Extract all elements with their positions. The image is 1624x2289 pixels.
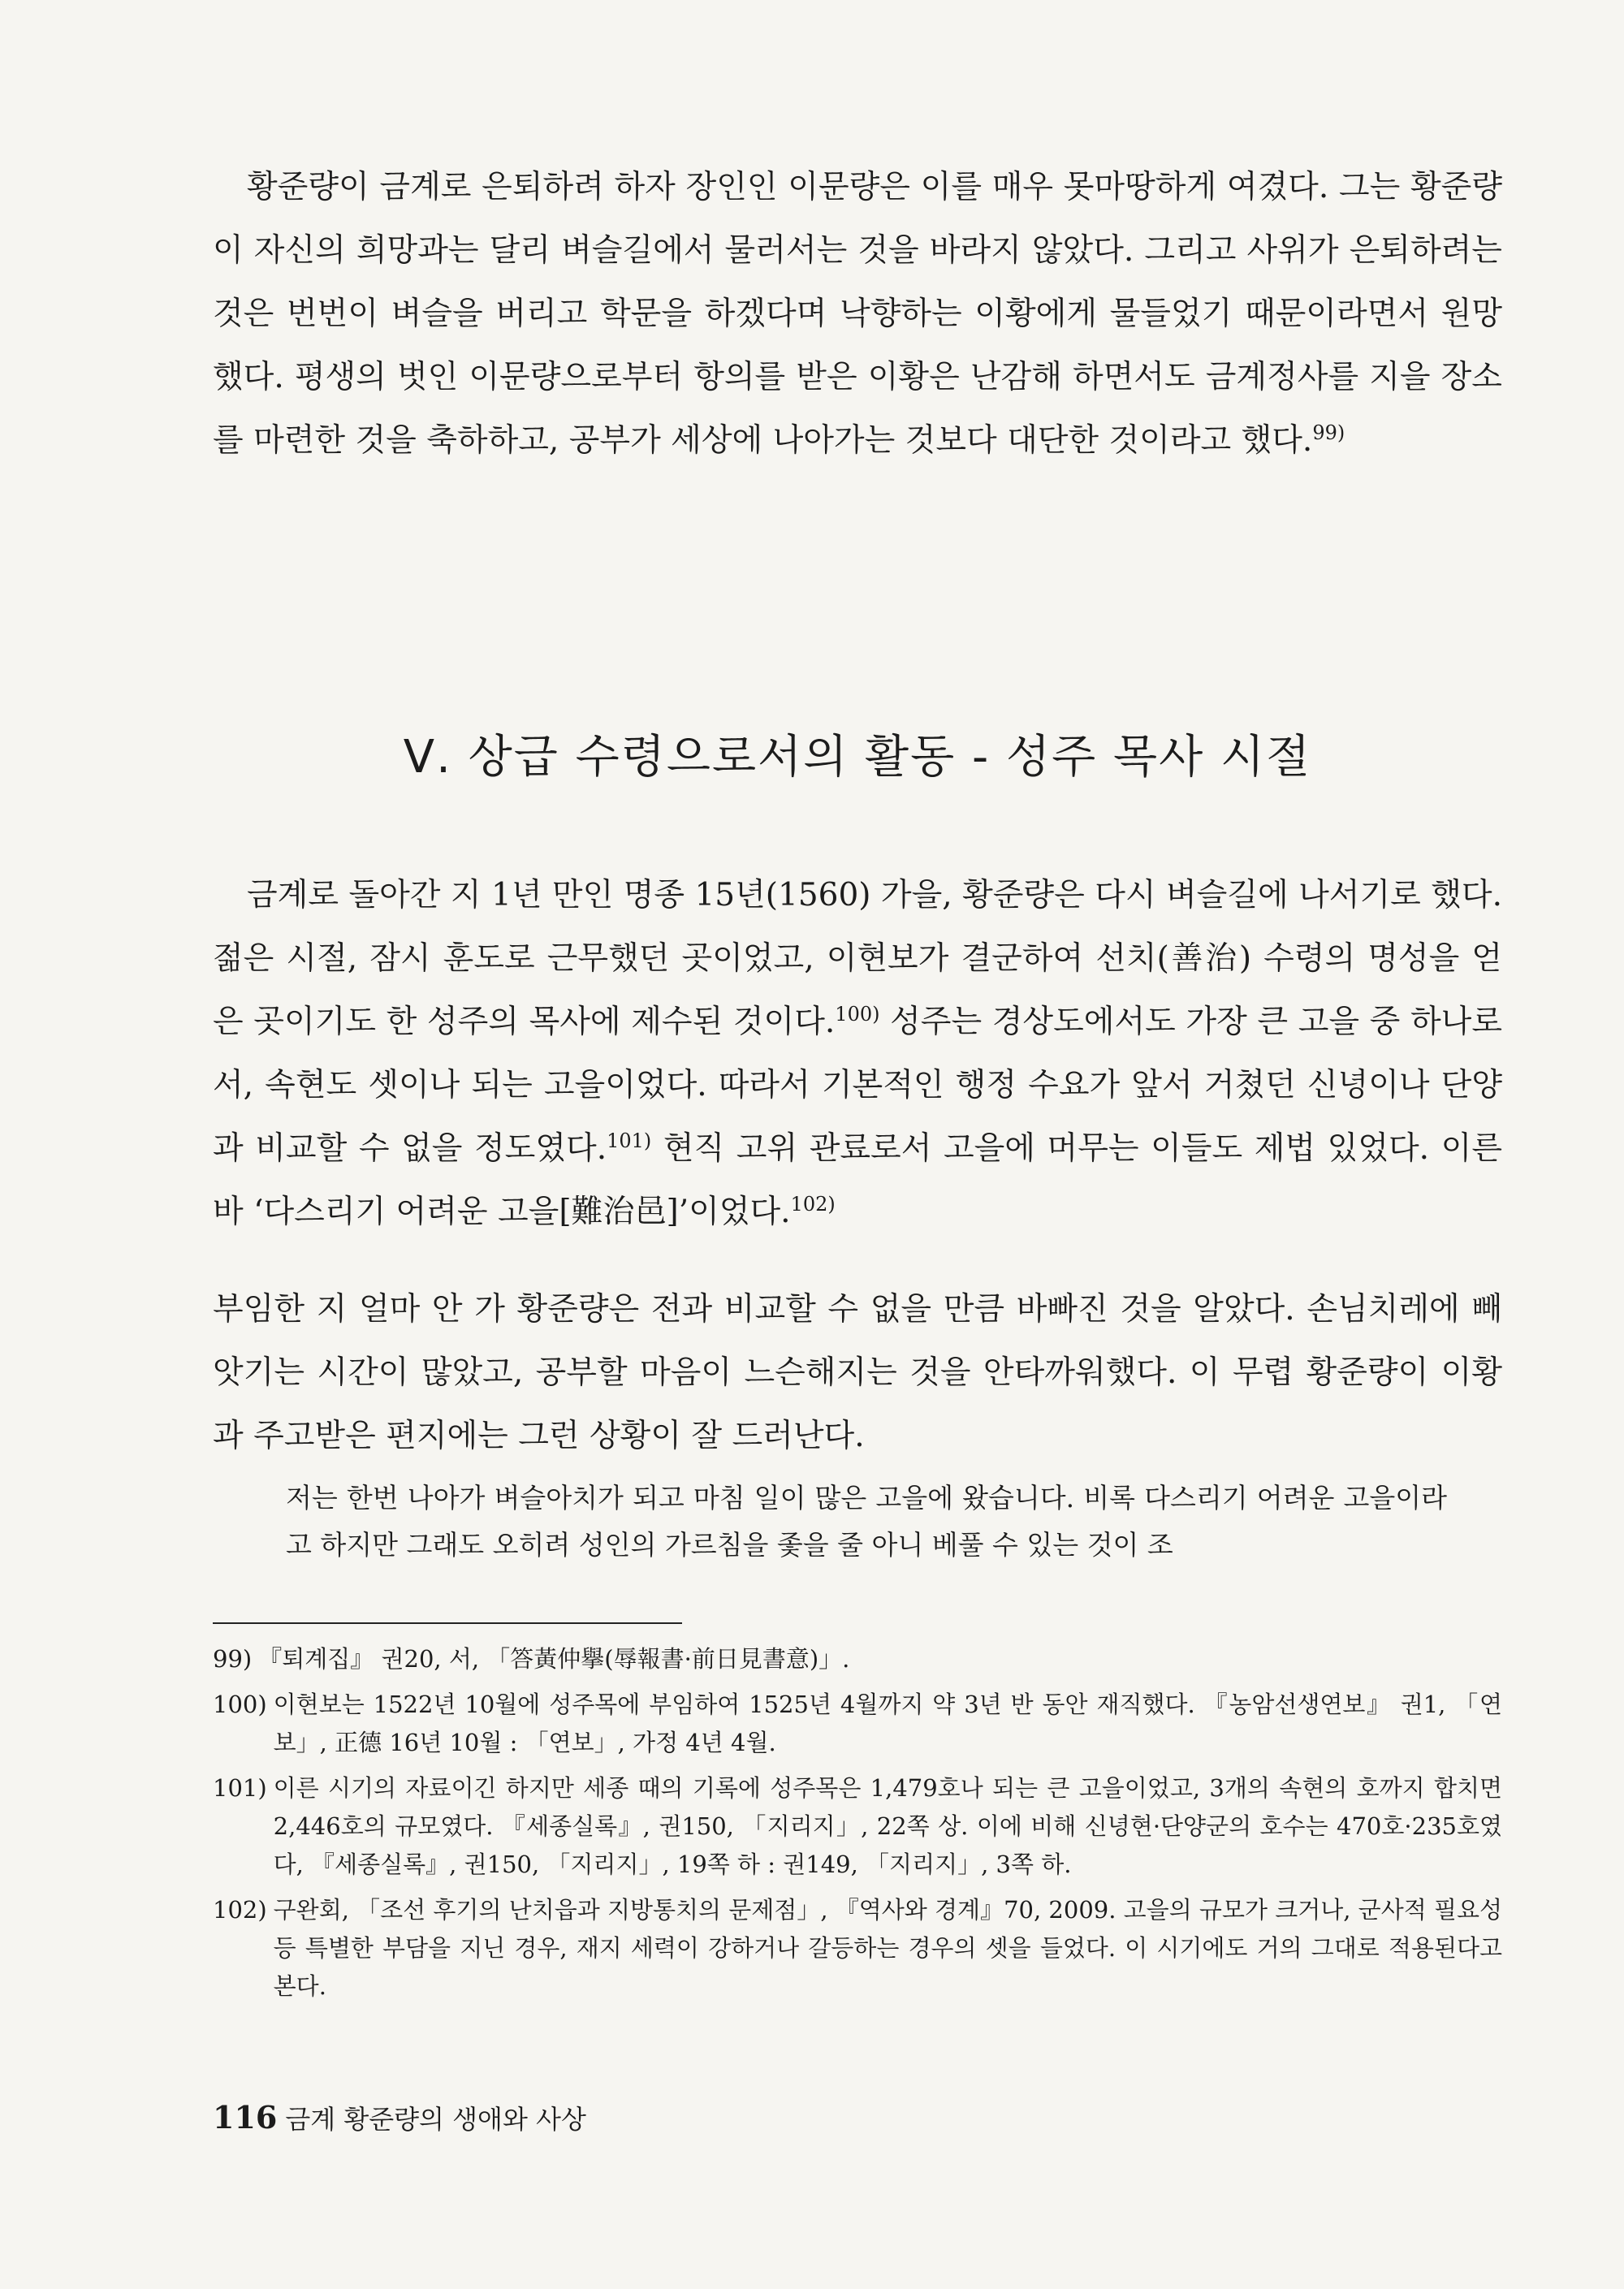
main-paragraph-part2: 성주는 경상도에서도 가장 큰 고을 중 하나로서, 속현도 셋이나 되는 고을이었다. 따라서 기본적인 행정 수요가 앞서 거쳤던 신녕이나 단양과 비교할 수 없을 정도였다.: [213, 1004, 1502, 1167]
main-paragraph: [213, 864, 1502, 1244]
main-paragraph-part1: 금계로 돌아간 지 1년 만인 명종 15년(1560) 가을, 황준량은 다시 벼슬길에 나서기로 했다. 젊은 시절, 잠시 훈도로 근무했던 곳이었고, 이현보가 결군하여 선치(善治) 수령의 명성을 얻은 곳이기도 한 성주의 목사에 제수된 것이다.: [213, 877, 1502, 1040]
section-heading: Ⅴ. 상급 수령으로서의 활동 - 성주 목사 시절: [403, 731, 1312, 784]
running-title: 금계 황준량의 생애와 사상: [285, 2104, 586, 2135]
footnote-100: [213, 1686, 1502, 1762]
footnotes: [213, 1640, 1502, 2013]
second-paragraph-text: 부임한 지 얼마 안 가 황준량은 전과 비교할 수 없을 만큼 바빠진 것을 알았다. 손님치레에 빼앗기는 시간이 많았고, 공부할 마음이 느슨해지는 것을 안타까워했다. 이 무렵 황준량이 이황과 주고받은 편지에는 그런 상황이 잘 드러난다.: [213, 1291, 1502, 1454]
block-quote-text: 저는 한번 나아가 벼슬아치가 되고 마침 일이 많은 고을에 왔습니다. 비록 다스리기 어려운 고을이라고 하지만 그래도 오히려 성인의 가르침을 좇을 줄 아니 베풀 수 있는 것이 조: [286, 1482, 1447, 1561]
footnote-number: 100): [213, 1691, 267, 1718]
footnote-ref-102[interactable]: 102): [790, 1193, 836, 1216]
intro-paragraph: [213, 156, 1502, 473]
page-footer: [213, 2101, 586, 2136]
footnote-number: 101): [213, 1774, 267, 1802]
footnote-99: [213, 1640, 1502, 1678]
main-paragraph-part3: 현직 고위 관료로서 고을에 머무는 이들도 제법 있었다. 이른바 ‘다스리기 어려운 고을[難治邑]’이었다.: [213, 1130, 1502, 1230]
intro-paragraph-text: 황준량이 금계로 은퇴하려 하자 장인인 이문량은 이를 매우 못마땅하게 여겼다. 그는 황준량이 자신의 희망과는 달리 벼슬길에서 물러서는 것을 바라지 않았다. 그리고 사위가 은퇴하려는 것은 번번이 벼슬을 버리고 학문을 하겠다며 낙향하는 이황에게 물들었기 때문이라면서 원망했다. 평생의 벗인 이문량으로부터 항의를 받은 이황은 난감해 하면서도 금계정사를 지을 장소를 마련한 것을 축하하고, 공부가 세상에 나아가는 것보다 대단한 것이라고 했다.: [213, 169, 1502, 459]
footnote-divider: [213, 1622, 682, 1624]
footnote-text: 이현보는 1522년 10월에 성주목에 부임하여 1525년 4월까지 약 3년 반 동안 재직했다. 『농암선생연보』 권1, 「연보」, 正德 16년 10월 : 「연보」, 가정 4년 4월.: [273, 1691, 1502, 1756]
footnote-number: 102): [213, 1896, 267, 1924]
footnote-ref-101[interactable]: 101): [607, 1129, 652, 1152]
footnote-ref-99[interactable]: 99): [1312, 421, 1345, 444]
footnote-101: [213, 1769, 1502, 1884]
footnote-number: 99): [213, 1645, 253, 1673]
footnote-102: [213, 1891, 1502, 2006]
footnote-text: 구완회, 「조선 후기의 난치읍과 지방통치의 문제점」, 『역사와 경계』70, 2009. 고을의 규모가 크거나, 군사적 필요성 등 특별한 부담을 지닌 경우, 재지 세력이 강하거나 갈등하는 경우의 셋을 들었다. 이 시기에도 거의 그대로 적용된다고 본다.: [273, 1896, 1502, 2000]
footnote-text: 이른 시기의 자료이긴 하지만 세종 때의 기록에 성주목은 1,479호나 되는 큰 고을이었고, 3개의 속현의 호까지 합치면 2,446호의 규모였다. 『세종실록』, 권150, 「지리지」, 22쪽 상. 이에 비해 신녕현·단양군의 호수는 470호·235호였다, 『세종실록』, 권150, 「지리지」, 19쪽 하 : 권149, 「지리지」, 3쪽 하.: [273, 1774, 1502, 1878]
block-quote: [286, 1475, 1447, 1569]
footnote-ref-100[interactable]: 100): [835, 1003, 880, 1026]
second-paragraph: [213, 1278, 1502, 1468]
footnote-text: 『퇴계집』 권20, 서, 「答黃仲擧(辱報書·前日見書意)」.: [258, 1645, 850, 1673]
page-number: 116: [213, 2099, 278, 2136]
